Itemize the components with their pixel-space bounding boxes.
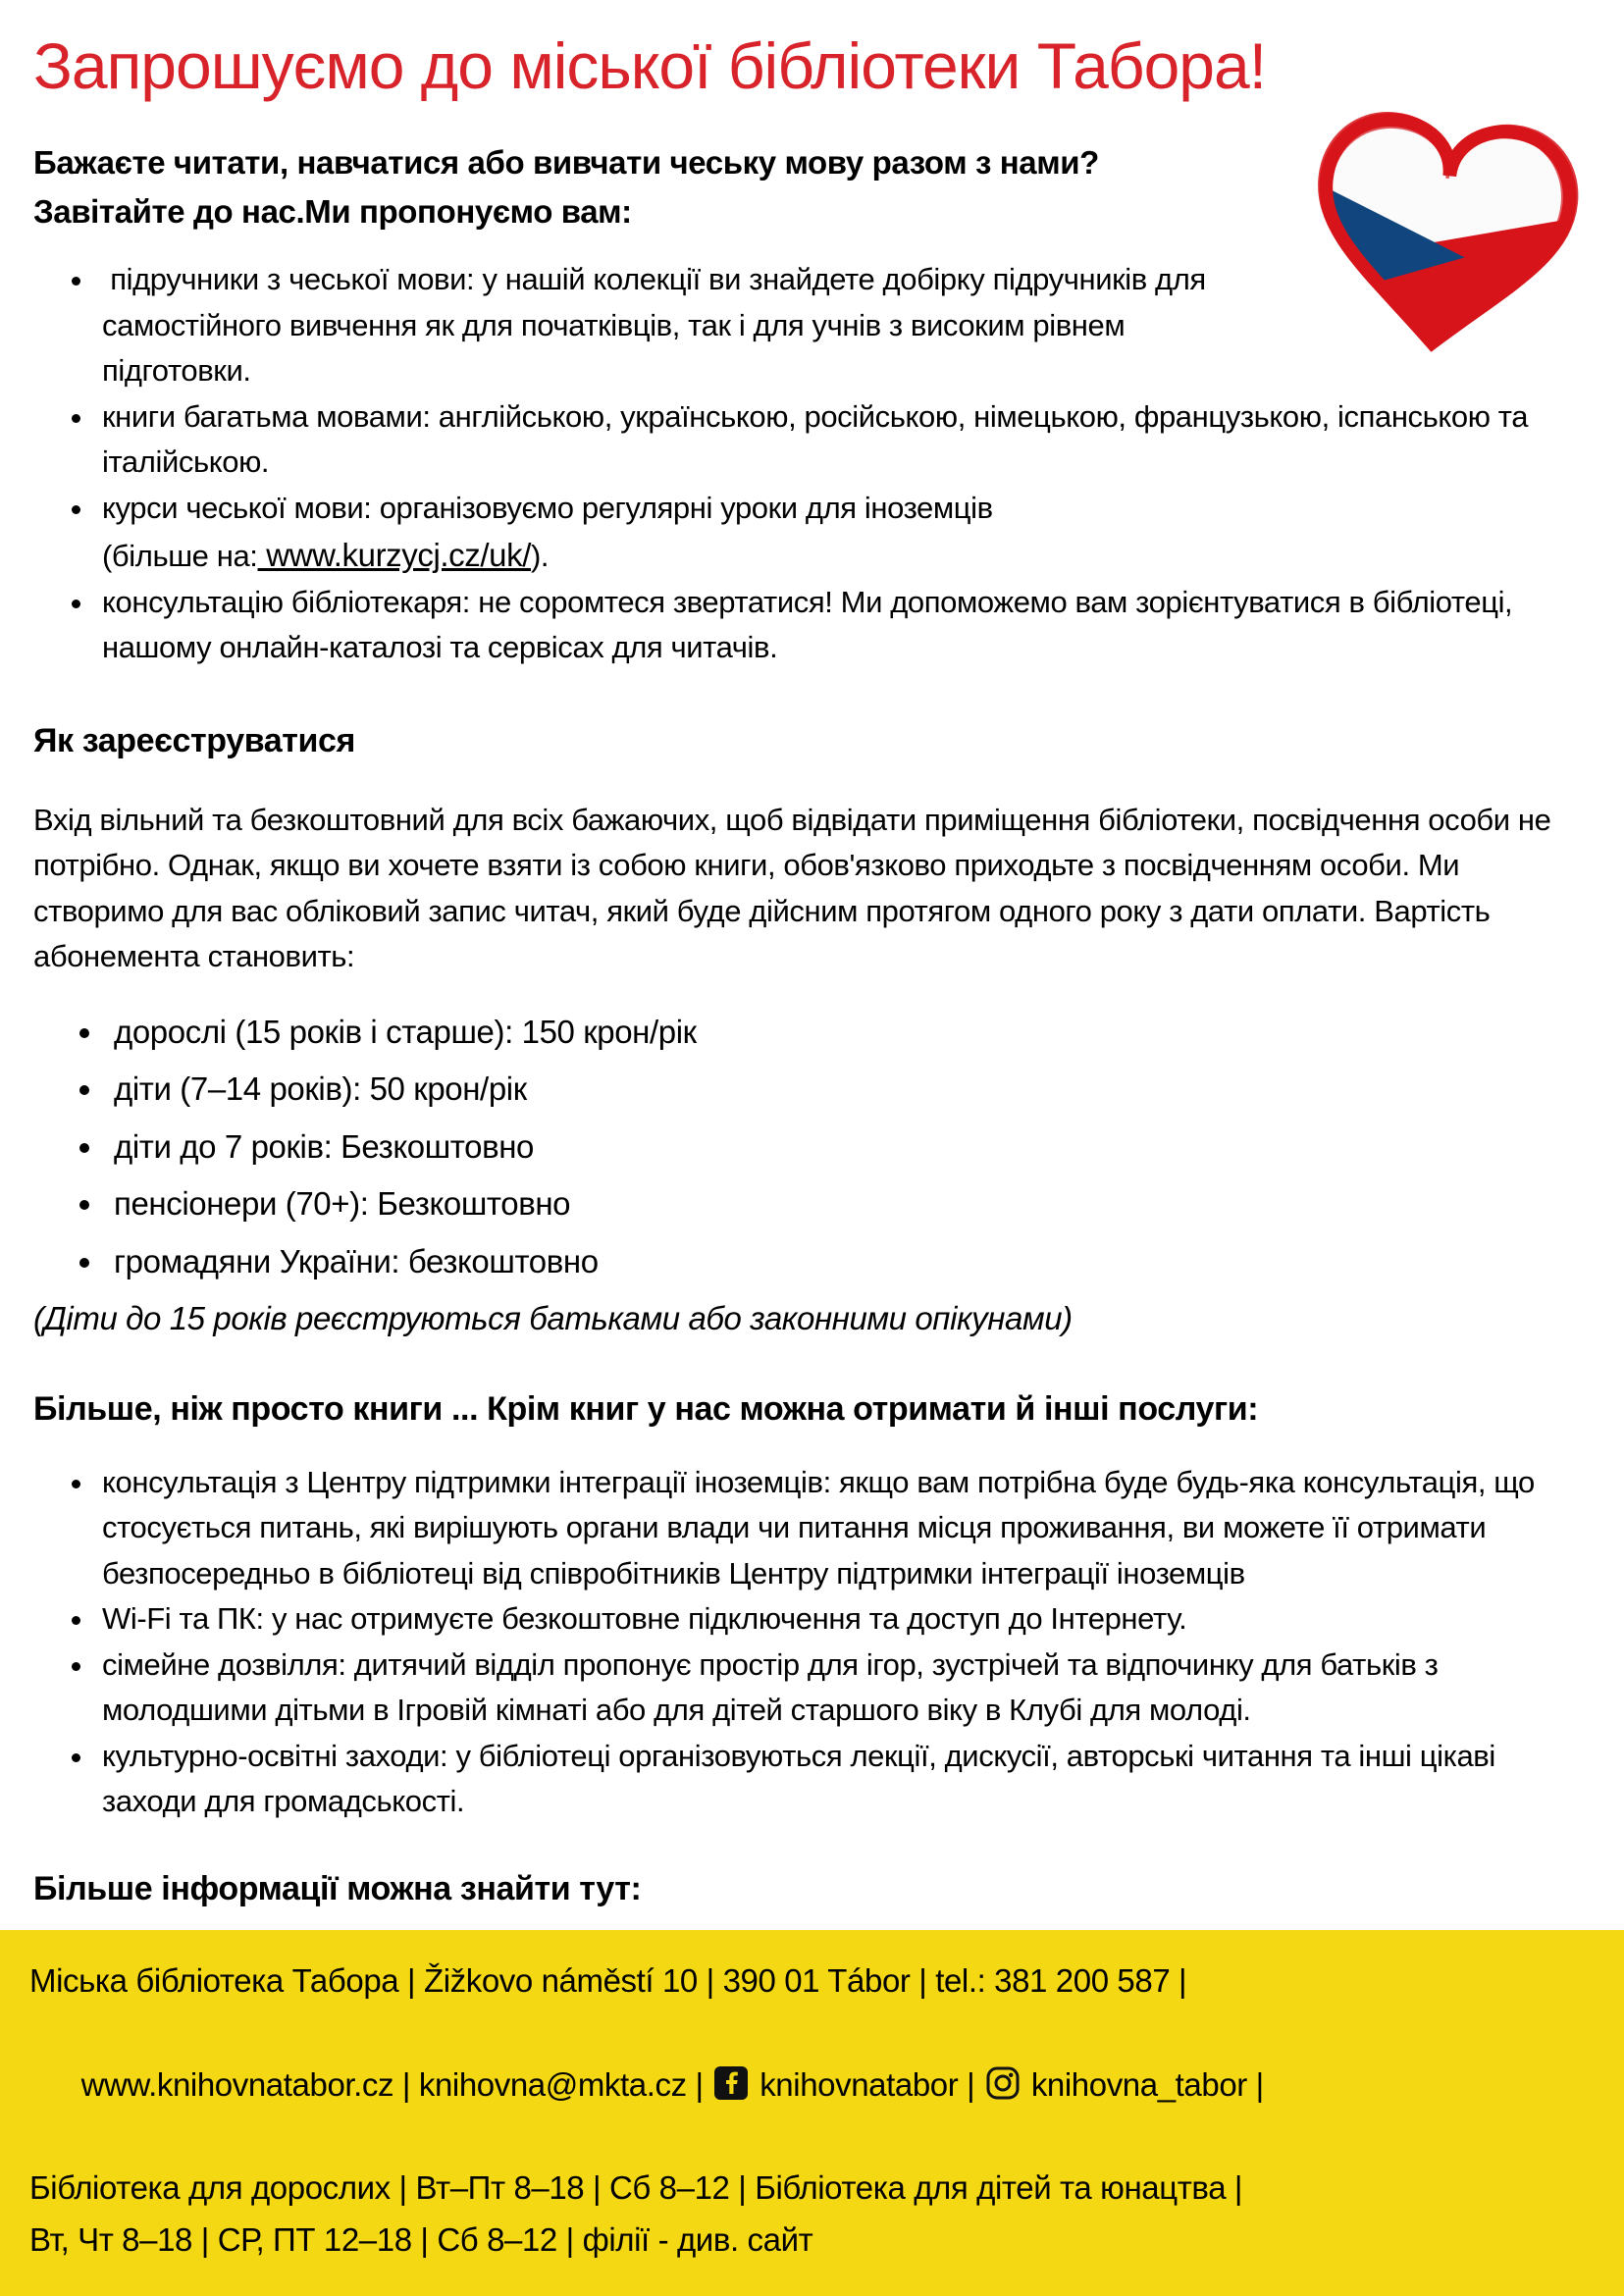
service-item-text: консультація з Центру підтримки інтеграції іноземців: якщо вам потрібна буде будь-яка консультація, що стосується питань, які вирішують органи влади чи питання місця проживання, ви можете її отримати безпосередньо в бібліотеці від співробітників Центру підтримки інтеграції іноземців [102, 1464, 1544, 1591]
footer-line-1: Міська бібліотека Табора | Žižkovo náměstí 10 | 390 01 Tábor | tel.: 381 200 587 | [29, 1962, 1187, 2000]
instagram-icon [985, 2065, 1021, 2101]
kurzy-cj-link[interactable]: www.kurzycj.cz/uk/ [257, 537, 531, 574]
service-item [96, 1596, 1591, 1643]
intro-line-1: Бажаєте читати, навчатися або вивчати чеську мову разом з нами? [33, 144, 1099, 182]
service-item-text: сімейне дозвілля: дитячий відділ пропонує простір для ігор, зустрічей та відпочинку для батьків з молодшими дітьми в Ігровій кімнаті або для дітей старшого віку в Клубі для молоді. [102, 1646, 1446, 1728]
instagram-handle: knihovna_tabor [1022, 2065, 1247, 2103]
service-item-text: Wi-Fi та ПК: у нас отримуєте безкоштовне підключення та доступ до Інтернету. [102, 1601, 1187, 1637]
footer-line-2 [29, 2008, 1604, 2163]
footer-line-4: Вт, Чт 8–18 | СР, ПТ 12–18 | Сб 8–12 | філії - див. сайт [29, 2221, 813, 2259]
registration-paragraph: Вхід вільний та безкоштовний для всіх бажаючих, щоб відвідати приміщення бібліотеки, посвідчення особи не потрібно. Однак, якщо ви хочете взяти із собою книги, обов'язково приходьте з посвідченням особи. Ми створимо для вас обліковий запис читач, який буде дійсним протягом одного року з дати оплати. Вартість абонемента становить: [33, 802, 1551, 974]
offer-item [96, 580, 1591, 671]
intro-line-2: Завітайте до нас.Ми пропонуємо вам: [33, 192, 632, 230]
footer-contacts: www.knihovnatabor.cz | knihovna@mkta.cz | [80, 2065, 712, 2103]
more-info-heading: Більше інформації можна знайти тут: [33, 1869, 642, 1907]
offer-item-text: підручники з чеської мови: у нашій колекції ви знайдете добірку підручників для самостійного вивчення як для початківців, так і для учнів з високим рівнем підготовки. [102, 262, 1215, 389]
offer-item-text: книги багатьма мовами: англійською, українською, російською, німецькою, французькою, іспанською та італійською. [102, 398, 1537, 480]
facebook-handle: knihovnatabor [751, 2065, 959, 2103]
price-item: • пенсіонери (70+): Безкоштовно [106, 1179, 1591, 1228]
price-list [33, 1008, 1591, 1286]
offer-item-text: ). [530, 539, 550, 574]
registration-heading: Як зареєструватися [33, 721, 355, 759]
offer-item-text: курси чеської мови: організовуємо регулярні уроки для іноземців [102, 490, 993, 525]
czech-flag-heart-icon [1296, 99, 1591, 370]
service-item [96, 1643, 1591, 1734]
services-list [33, 1460, 1591, 1825]
offer-item-text: консультацію бібліотекаря: не соромтеся звертатися! Ми допоможемо вам зорієнтуватися в бібліотеці, нашому онлайн-каталозі та сервісах для читачів. [102, 584, 1521, 665]
registration-note: (Діти до 15 років реєструються батьками або законними опікунами) [33, 1300, 1073, 1337]
price-item: • діти (7–14 років): 50 крон/рік [106, 1065, 1591, 1114]
footer-separator: | [958, 2065, 984, 2103]
price-item: • громадяни України: безкоштовно [106, 1237, 1591, 1286]
service-item-text: культурно-освітні заходи: у бібліотеці організовуються лекції, дискусії, авторські читання та інші цікаві заходи для громадськості. [102, 1738, 1504, 1819]
offer-item [96, 486, 1591, 580]
footer [0, 1930, 1624, 2296]
service-item [96, 1460, 1591, 1597]
footer-line2-end: | [1246, 2065, 1264, 2103]
services-heading: Більше, ніж просто книги ... Крім книг у нас можна отримати й інші послуги: [33, 1389, 1259, 1428]
facebook-icon [713, 2065, 749, 2101]
price-item: • діти до 7 років: Безкоштовно [106, 1122, 1591, 1172]
offer-item [96, 394, 1591, 486]
page-title: Запрошуємо до міської бібліотеки Табора! [33, 29, 1267, 102]
service-item [96, 1734, 1591, 1825]
footer-line-3: Бібліотека для дорослих | Вт–Пт 8–18 | Сб 8–12 | Бібліотека для дітей та юнацтва | [29, 2169, 1243, 2207]
price-item: • дорослі (15 років і старше): 150 крон/рік [106, 1008, 1591, 1057]
offer-item-text: (більше на: [102, 539, 258, 574]
